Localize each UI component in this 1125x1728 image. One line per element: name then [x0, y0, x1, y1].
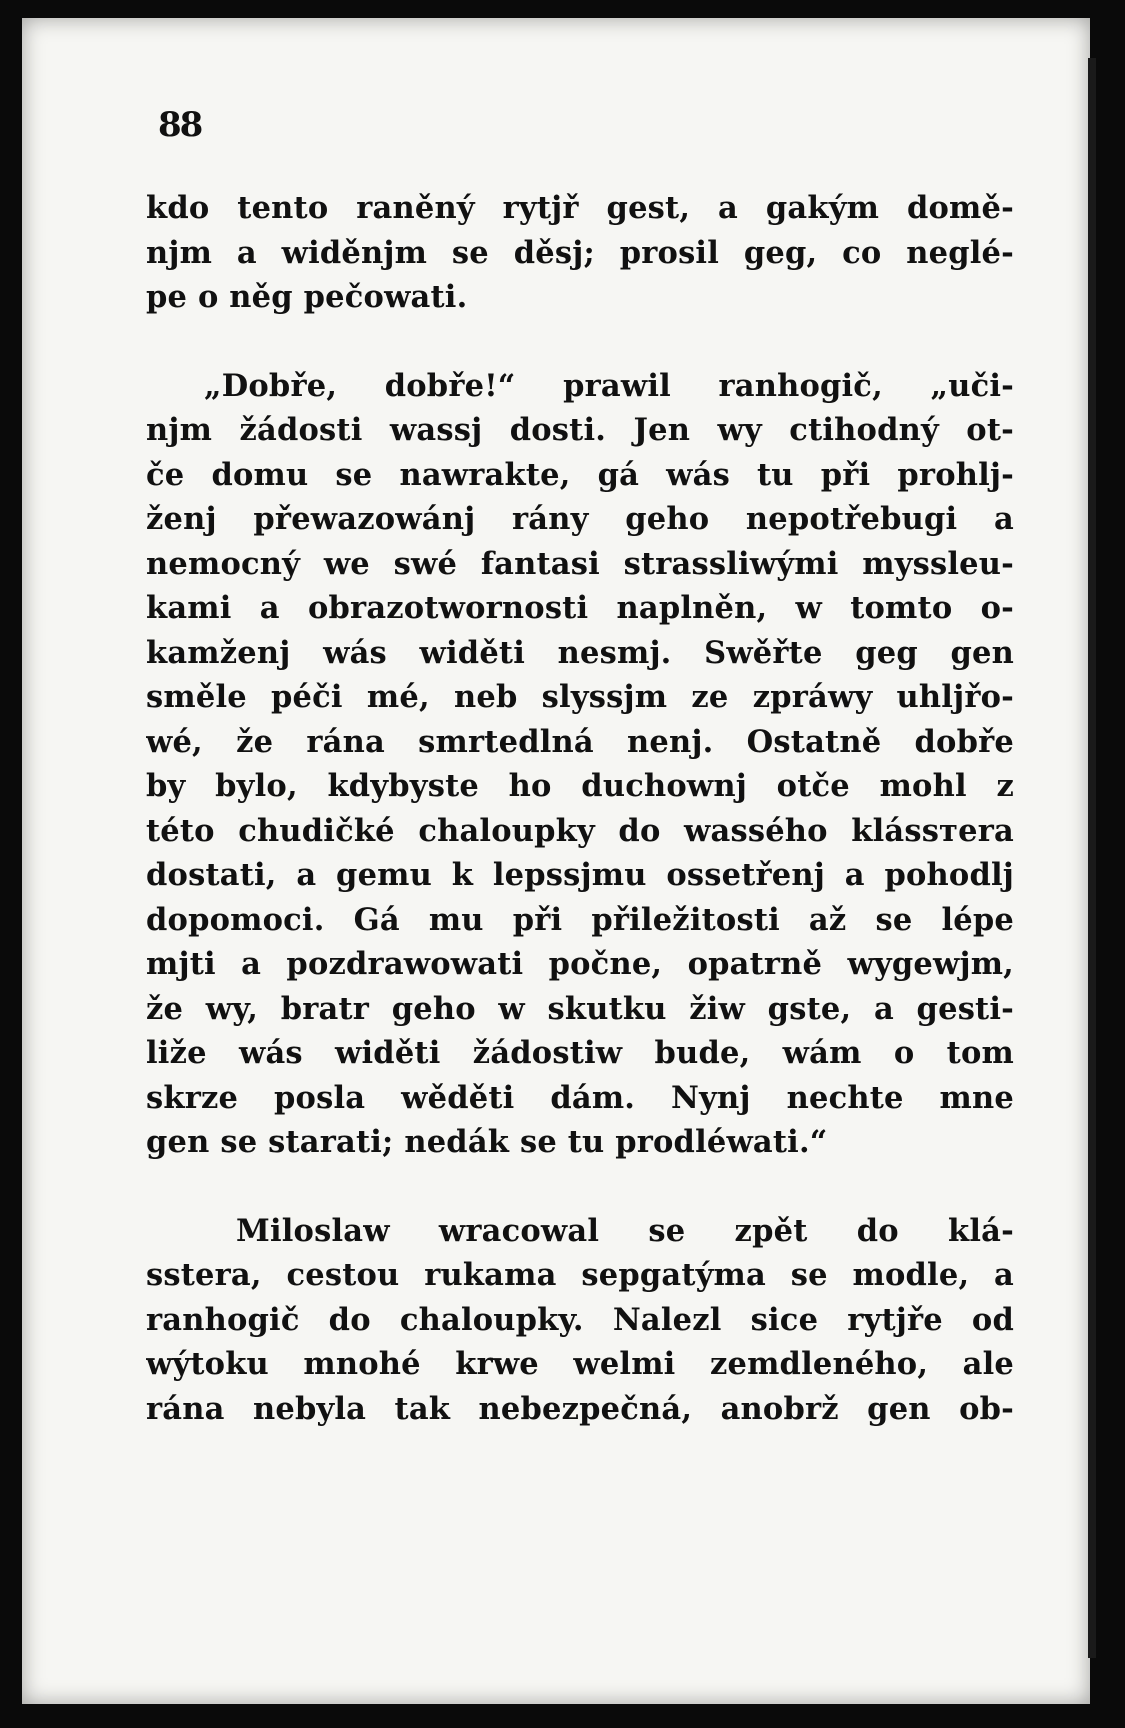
text-line: mjti a pozdrawowati počne, opatrně wygewjm, [146, 946, 1014, 982]
paragraph-3 [146, 1209, 1014, 1432]
text-line: rána nebyla tak nebezpečná, anobrž gen ob- [146, 1390, 1014, 1427]
text-line: liže wás widěti žádostiw bude, wám o tom [146, 1035, 1014, 1071]
text-line: gen se starati; nedák se tu prodléwati.“ [146, 1124, 828, 1160]
text-line: njm a widěnjm se děsj; prosil geg, co neglé- [146, 234, 1014, 271]
text-line: njm žádosti wassj dosti. Jen wy ctihodný ot- [146, 412, 1014, 448]
text-line: směle péči mé, neb slyssjm ze zpráwy uhljřo- [146, 679, 1014, 715]
text-line: dostati, a gemu k lepssjmu ossetřenj a pohodlj [146, 857, 1014, 893]
paragraph-1 [146, 186, 1014, 320]
text-line: wé, že rána smrtedlná nenj. Ostatně dobře [146, 723, 1014, 760]
text-line: Miloslaw wracowal se zpět do klá- [236, 1212, 1014, 1249]
text-line: ženj přewazowánj rány geho nepotřebugi a [146, 501, 1014, 537]
text-line: „Dobře, dobře!“ prawil ranhogič, „uči- [204, 367, 1014, 404]
text-line: že wy, bratr geho w skutku žiw gste, a gesti- [146, 990, 1014, 1027]
page-content [146, 80, 1014, 1431]
page-edge-shadow [1088, 58, 1096, 1658]
text-line: kdo tento raněný rytjř gest, a gakým domě- [146, 190, 1014, 226]
text-line: skrze posla wěděti dám. Nynj nechte mne [146, 1079, 1014, 1116]
book-page [22, 18, 1090, 1704]
text-line: by bylo, kdybyste ho duchownj otče mohl z [146, 768, 1014, 804]
text-line: nemocný we swé fantasi strasslіwými myssleu- [146, 545, 1014, 582]
text-line: sstera, cestou rukama sepgatýma se modle, a [146, 1257, 1014, 1293]
text-line: kamženj wás widěti nesmj. Swěřte geg gen [146, 634, 1014, 671]
text-line: této chudičké chaloupky do wassého klássтera [146, 812, 1014, 849]
text-line: če domu se nawrakte, gá wás tu při prohlj- [146, 456, 1014, 493]
text-line: dopomoci. Gá mu při přiležitosti až se lépe [146, 901, 1014, 938]
text-line: ranhogič do chaloupky. Nalezl sice rytjře od [146, 1301, 1014, 1338]
text-line: pe o něg pečowati. [146, 279, 468, 315]
text-line: wýtoku mnohé krwe welmi zemdleného, ale [146, 1346, 1014, 1382]
text-line: kami a obrazotwornosti naplněn, w tomto o- [146, 590, 1014, 626]
page-number: 88 [158, 105, 202, 145]
paragraph-2 [146, 364, 1014, 1165]
